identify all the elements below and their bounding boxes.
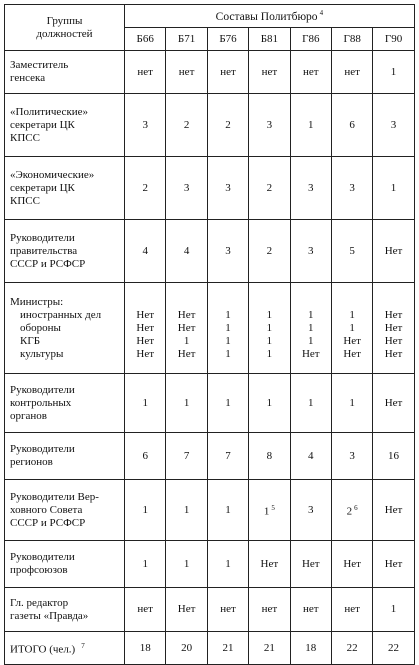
table-cell: нет [166,51,207,94]
table-cell: 1 [373,157,414,220]
column-header: Б71 [166,28,207,51]
column-header: Б76 [207,28,248,51]
table-cell: нет [290,588,331,632]
table-cell: 22 [373,632,414,665]
row-label-line: газеты «Правда» [10,609,89,622]
table-cell: 1 [207,480,248,541]
table-cell: 3 [373,94,414,157]
cell-line: Нет [136,309,155,321]
table-row-ministers [5,283,415,374]
table-cell: нет [331,588,372,632]
column-header: Б66 [125,28,166,51]
cell-line: Нет [136,335,155,347]
table-cell: 7 [166,433,207,480]
row-label-line: Руководители [10,231,75,244]
table-row-pravda-editor [5,588,415,632]
compositions-title-text: Составы Политбюро [215,10,318,23]
row-label-line: профсоюзов [10,564,68,576]
table-cell: 3 [331,433,372,480]
total-label-text: ИТОГО (чел.) [10,643,76,656]
cell-line: Нет [384,335,403,347]
table-cell: 1 [125,480,166,541]
cell-line: 1 [225,322,231,334]
cell-line: Нет [343,348,361,360]
row-label-line: Руководители [10,383,75,396]
cell-line: 1 [266,322,273,334]
cell-line: 1 [225,309,231,321]
table-row-deputy [5,51,415,94]
table-cell: 3 [331,157,372,220]
cell-line: Нет [177,348,196,360]
table-cell: нет [249,51,290,94]
footnote-mark: 7 [81,641,85,650]
cell-line: Нет [177,309,196,321]
table-cell: Нет [373,374,414,433]
table-cell: 1 [373,51,414,94]
table-cell [249,283,290,374]
table-cell: 3 [166,157,207,220]
table-cell: 1 [166,374,207,433]
cell-line: 1 [308,309,314,321]
row-label-line: контрольных [10,396,72,409]
row-label-line: «Экономические» [10,168,95,181]
table-row-total [5,632,415,665]
table-cell: нет [125,51,166,94]
table-cell: 20 [166,632,207,665]
header-groups-line2: должностей [36,27,93,40]
cell-line: 1 [266,348,273,360]
header-compositions-title [125,5,415,28]
table-cell: нет [207,51,248,94]
row-label-line: регионов [10,456,53,468]
table-cell: 1 [373,588,414,632]
table-cell: Нет [166,588,207,632]
table-cell: 6 [331,94,372,157]
cell-line: 1 [349,322,355,334]
table-cell: 21 [249,632,290,665]
row-label-total [5,632,125,665]
row-label-line: Заместитель [10,59,69,71]
table-cell: нет [125,588,166,632]
row-label-line: КПСС [10,194,40,207]
table-cell [125,283,166,374]
row-label-line: генсека [10,72,46,84]
table-cell: 1 [290,94,331,157]
cell-value: 2 [346,505,353,518]
cell-line: 1 [225,335,231,347]
cell-line: 1 [266,335,273,347]
table-cell: 3 [125,94,166,157]
row-label-line: Руководители [10,443,75,455]
table-cell [249,480,290,541]
row-label-line: культуры [20,347,64,360]
row-label [5,94,125,157]
table-cell [373,283,414,374]
cell-line: 1 [225,348,231,360]
table-cell: Нет [373,480,414,541]
table-cell: 16 [373,433,414,480]
table-cell: 3 [290,157,331,220]
table-cell: 18 [290,632,331,665]
table-cell: 22 [331,632,372,665]
table-row-supreme-soviet [5,480,415,541]
cell-value: 1 [263,505,270,518]
table-cell: 4 [125,220,166,283]
row-label [5,220,125,283]
row-label-line: ховного Совета [10,503,83,516]
row-label-line: Гл. редактор [10,596,69,609]
table-cell: 1 [166,541,207,588]
table-cell [166,283,207,374]
row-label-line: правительства [10,244,78,257]
cell-line: 1 [349,309,355,321]
table-cell [207,283,248,374]
table-row-control-bodies [5,374,415,433]
table-cell: нет [331,51,372,94]
row-label [5,51,125,94]
table-cell: 1 [249,374,290,433]
table-cell: 1 [331,374,372,433]
table-cell: 7 [207,433,248,480]
table-cell: 1 [207,374,248,433]
cell-line: Нет [384,309,403,321]
column-header: Г88 [331,28,372,51]
table-cell: 1 [125,541,166,588]
row-label-line: СССР и РСФСР [10,516,86,529]
table-cell: 1 [290,374,331,433]
row-label [5,541,125,588]
cell-line: Нет [177,322,196,334]
cell-line: 1 [308,335,314,347]
cell-line: Нет [301,348,320,360]
footnote-mark: 5 [271,503,275,512]
table-cell: 2 [249,220,290,283]
row-label-line: СССР и РСФСР [10,257,86,270]
table-cell [331,283,372,374]
row-label [5,480,125,541]
column-header: Г86 [290,28,331,51]
header-groups-line1: Группы [46,14,83,27]
row-label-line: КПСС [10,131,40,144]
table-cell: 5 [331,220,372,283]
row-label-line: Руководители Вер- [10,490,99,503]
table-cell: 2 [125,157,166,220]
table-cell: 2 [249,157,290,220]
table-cell: 1 [166,480,207,541]
row-label-line: секретари ЦК [10,181,75,194]
row-label [5,374,125,433]
table-cell: 3 [207,220,248,283]
row-label-line: «Политические» [10,105,89,118]
politburo-composition-table [4,4,415,665]
row-label-line: иностранных дел [20,308,102,321]
table-cell: Нет [373,220,414,283]
table-cell: 6 [125,433,166,480]
table-cell: 8 [249,433,290,480]
table-cell: 2 [166,94,207,157]
table-cell: 3 [207,157,248,220]
cell-line: 1 [308,322,314,334]
table-cell: 21 [207,632,248,665]
row-label-line: КГБ [20,334,41,347]
row-label-line: Министры: [10,295,64,308]
table-cell: Нет [249,541,290,588]
cell-line: 1 [266,309,273,321]
row-label-line: обороны [20,321,61,334]
table-cell [290,283,331,374]
table-cell: 4 [290,433,331,480]
table-cell: 1 [207,541,248,588]
compositions-footnote-mark: 4 [319,9,324,18]
table-cell [331,480,372,541]
table-cell: 2 [207,94,248,157]
table-row-regional-heads [5,433,415,480]
cell-line: Нет [384,348,403,360]
table-cell: нет [207,588,248,632]
row-label [5,588,125,632]
row-label-line: секретари ЦК [10,118,75,131]
cell-line: Нет [136,322,155,334]
politburo-table-container [4,4,414,665]
table-cell: 3 [290,220,331,283]
column-header: Г90 [373,28,414,51]
table-cell: нет [290,51,331,94]
header-position-groups [5,5,125,51]
table-cell: Нет [331,541,372,588]
cell-line: Нет [343,335,361,347]
table-cell: 3 [249,94,290,157]
row-label [5,283,125,374]
row-label-line: органов [10,409,47,422]
cell-line: Нет [136,348,155,360]
table-cell: 18 [125,632,166,665]
row-label [5,157,125,220]
row-label [5,433,125,480]
cell-line: Нет [384,322,403,334]
cell-line: 1 [183,335,190,347]
table-cell: 1 [125,374,166,433]
table-row-government-heads [5,220,415,283]
footnote-mark: 6 [354,503,358,512]
table-cell: 4 [166,220,207,283]
table-cell: 3 [290,480,331,541]
table-cell: нет [249,588,290,632]
table-cell: Нет [373,541,414,588]
table-row-economic-secretaries [5,157,415,220]
table-row-trade-unions [5,541,415,588]
row-label-line: Руководители [10,551,75,563]
table-cell: Нет [290,541,331,588]
column-header: Б81 [249,28,290,51]
table-row-political-secretaries [5,94,415,157]
